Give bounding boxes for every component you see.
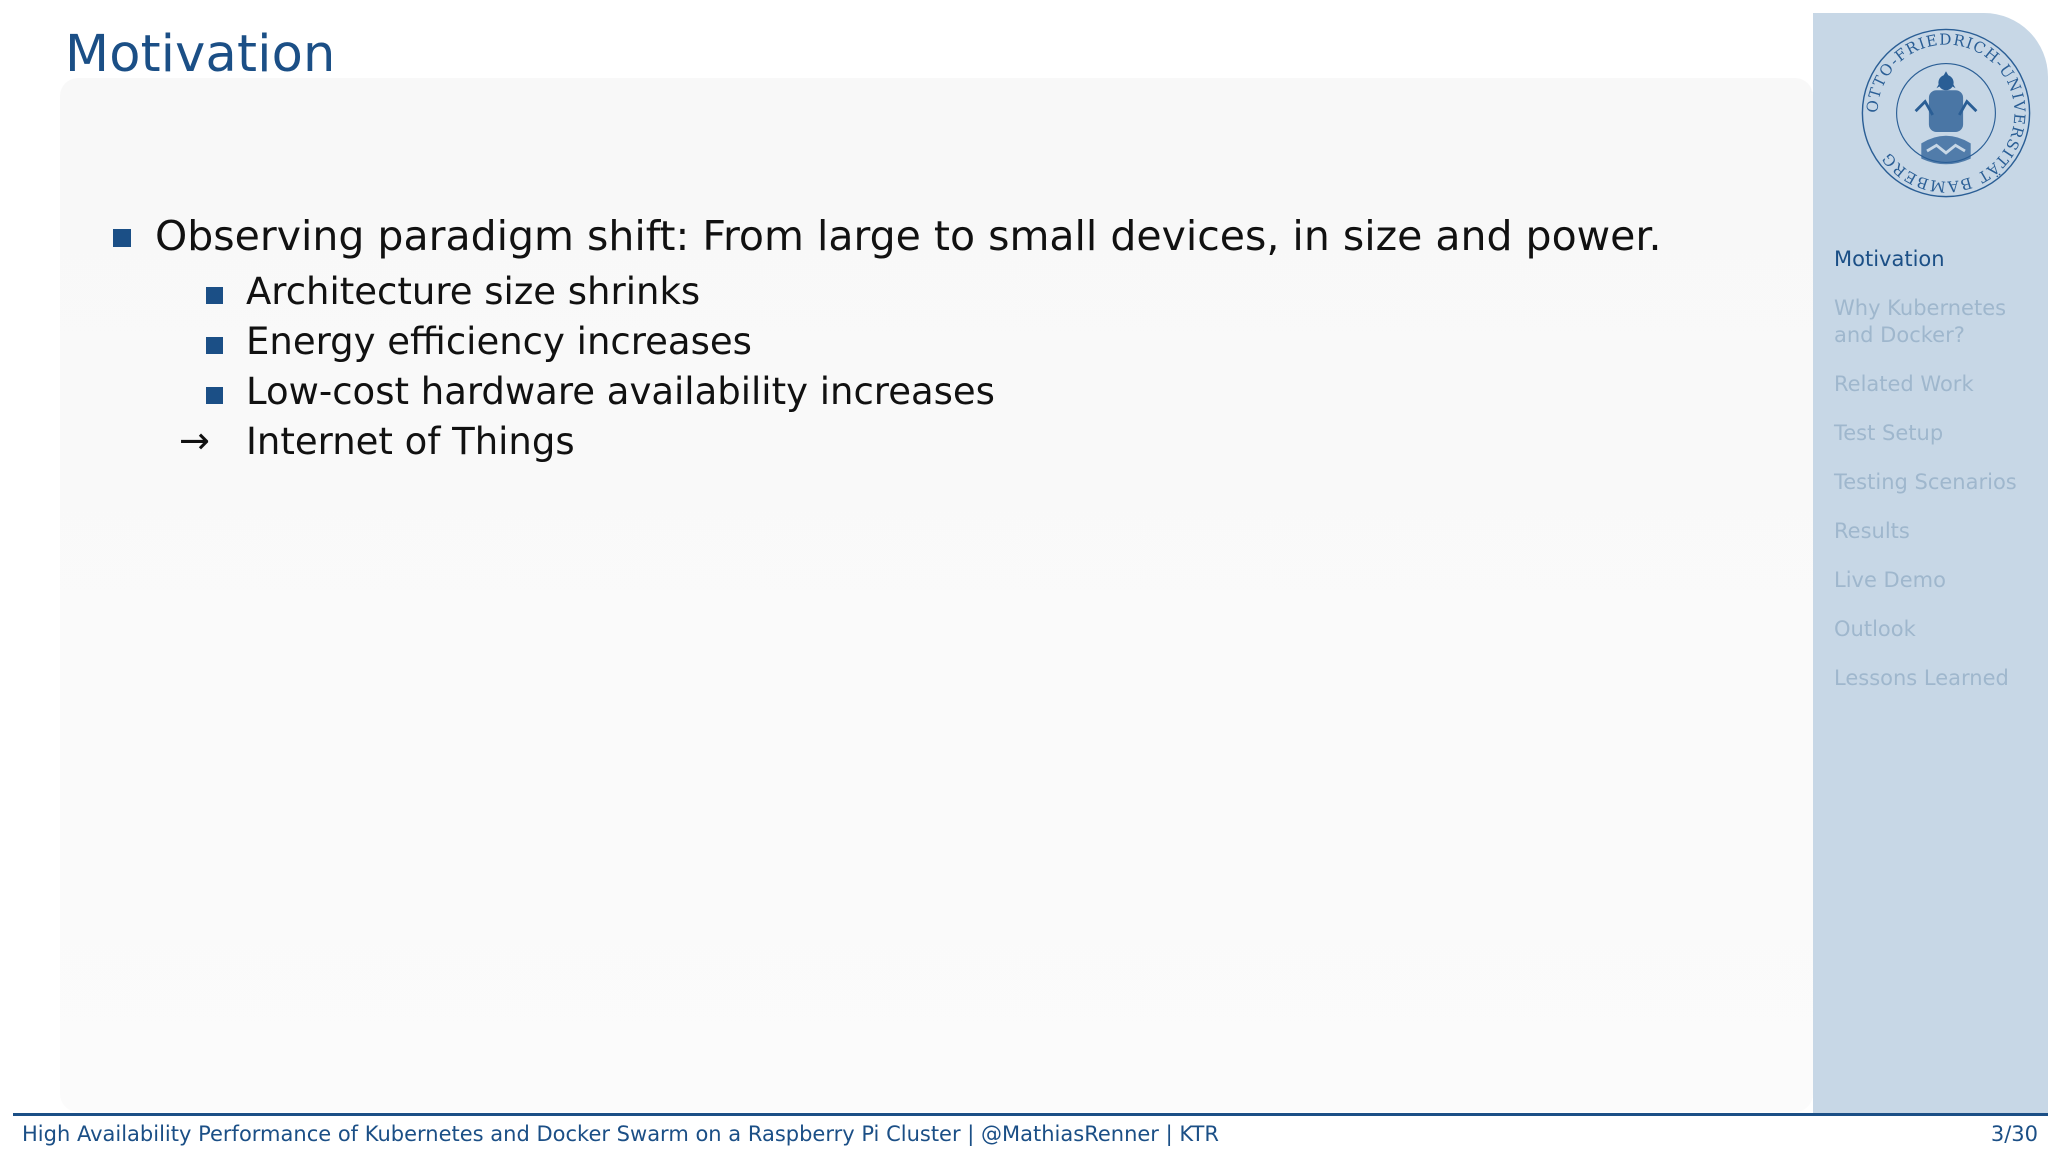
square-bullet-icon	[206, 387, 223, 404]
list-item	[110, 205, 1760, 267]
sidebar-item-test-setup[interactable]: Test Setup	[1834, 421, 1944, 445]
bullet-list	[110, 205, 1760, 467]
square-bullet-icon	[206, 287, 223, 304]
list-item	[246, 267, 1760, 317]
university-seal-icon	[1851, 18, 2041, 208]
footer-text: High Availability Performance of Kubernetes and Docker Swarm on a Raspberry Pi Cluster | @MathiasRenner | KTR	[22, 1122, 1219, 1146]
list-item	[246, 367, 1760, 417]
sidebar-item-motivation[interactable]: Motivation	[1834, 247, 1945, 271]
sidebar-item-outlook[interactable]: Outlook	[1834, 617, 1916, 641]
footer-divider	[13, 1113, 2048, 1116]
bullet-text: Internet of Things	[246, 420, 575, 463]
list-item	[179, 417, 1760, 467]
list-item	[246, 317, 1760, 367]
square-bullet-icon	[113, 229, 131, 247]
bullet-text: Energy efficiency increases	[246, 320, 752, 363]
bullet-text: Architecture size shrinks	[246, 270, 701, 313]
sidebar-item-why-kubernetes-and-docker[interactable]: Why Kubernetes and Docker?	[1834, 296, 2007, 347]
seal-text: OTTO-FRIEDRICH-UNIVERSITÄT BAMBERG	[1863, 30, 2029, 196]
page-title: Motivation	[65, 25, 336, 84]
bullet-text: Observing paradigm shift: From large to small devices, in size and power.	[155, 212, 1662, 260]
sidebar-item-related-work[interactable]: Related Work	[1834, 372, 1974, 396]
square-bullet-icon	[206, 337, 223, 354]
arrow-icon: →	[179, 419, 211, 462]
sidebar-item-live-demo[interactable]: Live Demo	[1834, 568, 1946, 592]
sidebar-item-results[interactable]: Results	[1834, 519, 1910, 543]
sidebar-item-lessons-learned[interactable]: Lessons Learned	[1834, 666, 2009, 690]
page-number: 3/30	[1990, 1122, 2038, 1146]
sidebar-item-testing-scenarios[interactable]: Testing Scenarios	[1834, 470, 2017, 494]
sidebar-nav	[1834, 246, 2046, 714]
bullet-text: Low-cost hardware availability increases	[246, 370, 995, 413]
